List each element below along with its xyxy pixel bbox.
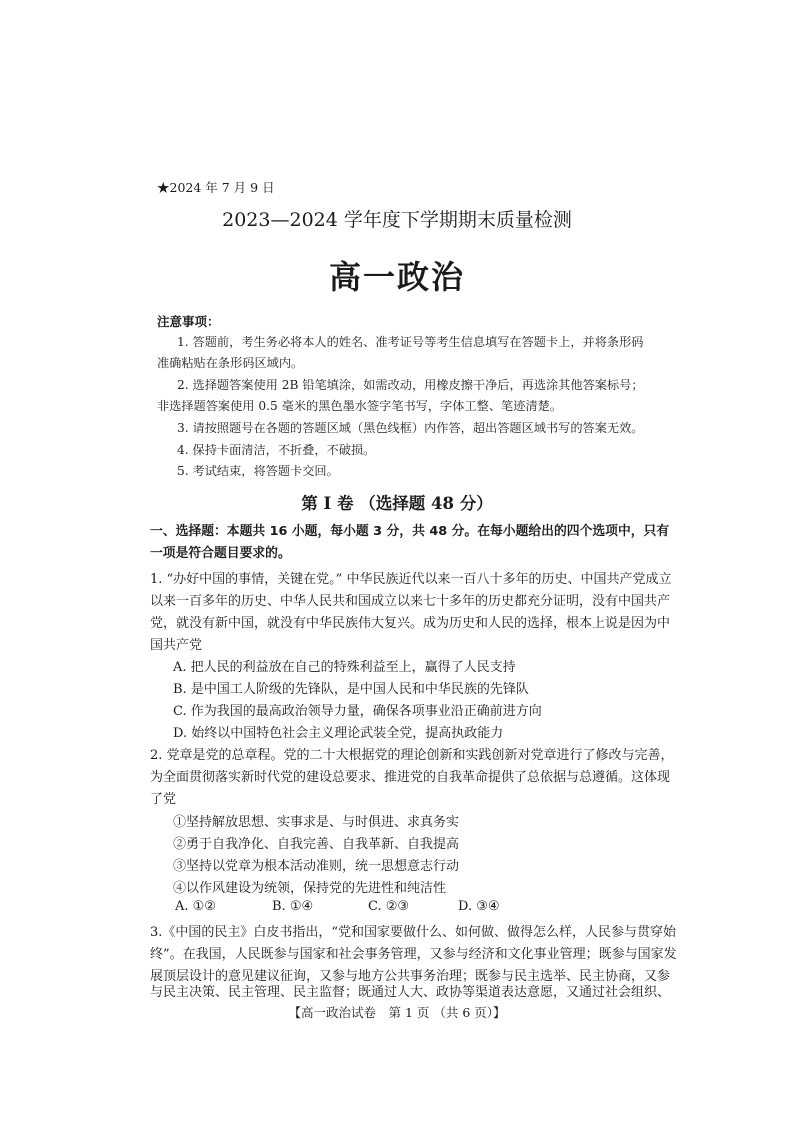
notice-line: 4. 保持卡面清洁，不折叠，不破损。: [177, 443, 376, 457]
notice-line: 2. 选择题答案使用 2B 铅笔填涂，如需改动，用橡皮擦干净后，再选涂其他答案标号；: [177, 378, 644, 392]
question-2-item: ②勇于自我净化、自我完善、自我革新、自我提高: [173, 837, 460, 852]
question-2-choice-b: B. ①④: [272, 899, 314, 914]
section-intro-line: 一、选择题：本题共 16 小题，每小题 3 分，共 48 分。在每小题给出的四个选项中，只有: [150, 524, 670, 539]
question-3-stem: 终”。在我国，人民既参与国家和社会事务管理，又参与经济和文化事业管理；既参与国家发: [150, 947, 677, 962]
question-2-choice-a: A. ①②: [175, 899, 216, 914]
question-2-stem: 了党: [150, 792, 177, 807]
section-intro-line: 一项是符合题目要求的。: [150, 546, 291, 561]
question-1-option-b: B. 是中国工人阶级的先锋队，是中国人民和中华民族的先锋队: [173, 682, 529, 697]
exam-date: ★2024 年 7 月 9 日: [157, 180, 275, 195]
question-3-stem: 展顶层设计的意见建议征询，又参与地方公共事务治理；既参与民主选举、民主协商，又参: [150, 969, 671, 984]
notice-line: 3. 请按照题号在各题的答题区域（黑色线框）内作答，超出答题区域书写的答案无效。: [177, 421, 644, 435]
question-2-stem: 2. 党章是党的总章程。党的二十大根据党的理论创新和实践创新对党章进行了修改与完善，: [150, 748, 674, 763]
page-footer: 【高一政治试卷 第 1 页 （共 6 页）】: [288, 1005, 506, 1020]
question-2-choice-c: C. ②③: [368, 899, 410, 914]
subject-title: 高一政治: [328, 258, 465, 296]
notice-line: 准确粘贴在条形码区域内。: [157, 356, 304, 370]
notice-line: 5. 考试结束，将答题卡交回。: [177, 464, 339, 478]
exam-title: 2023—2024 学年度下学期期末质量检测: [222, 209, 572, 231]
question-2-stem: 为全面贯彻落实新时代党的建设总要求、推进党的自我革命提供了总依据与总遵循。这体现: [150, 770, 671, 785]
question-1-stem: 党，就没有新中国，就没有中华民族伟大复兴。成为历史和人民的选择，根本上说是因为中: [150, 616, 671, 631]
question-1-option-c: C. 作为我国的最高政治领导力量，确保各项事业沿正确前进方向: [173, 704, 542, 719]
question-2-item: ①坚持解放思想、实事求是、与时俱进、求真务实: [173, 815, 460, 830]
question-1-option-a: A. 把人民的利益放在自己的特殊利益至上，赢得了人民支持: [173, 660, 516, 675]
question-3-stem: 3.《中国的民主》白皮书指出，“党和国家要做什么、如何做、做得怎么样，人民参与贯穿始: [150, 925, 677, 940]
question-1-stem: 1. “办好中国的事情，关键在党。” 中华民族近代以来一百八十多年的历史、中国共产党成立: [150, 572, 672, 587]
notice-heading: 注意事项：: [157, 314, 220, 329]
question-3-stem: 与民主决策、民主管理、民主监督；既通过人大、政协等渠道表达意愿，又通过社会组织、: [150, 985, 671, 1000]
question-1-stem: 国共产党: [150, 638, 203, 653]
question-1-option-d: D. 始终以中国特色社会主义理论武装全党，提高执政能力: [173, 726, 504, 741]
question-1-stem: 以来一百多年的历史、中华人民共和国成立以来七十多年的历史都充分证明，没有中国共产: [150, 594, 671, 609]
notice-line: 1. 答题前，考生务必将本人的姓名、准考证号等考生信息填写在答题卡上，并将条形码: [177, 335, 644, 349]
question-2-item: ③坚持以党章为根本活动准则，统一思想意志行动: [173, 859, 460, 874]
notice-line: 非选择题答案使用 0.5 毫米的黑色墨水签字笔书写，字体工整、笔迹清楚。: [157, 399, 562, 413]
question-2-item: ④以作风建设为统领，保持党的先进性和纯洁性: [173, 881, 447, 896]
question-2-choice-d: D. ③④: [458, 899, 500, 914]
section-title: 第 I 卷 （选择题 48 分）: [301, 494, 493, 513]
